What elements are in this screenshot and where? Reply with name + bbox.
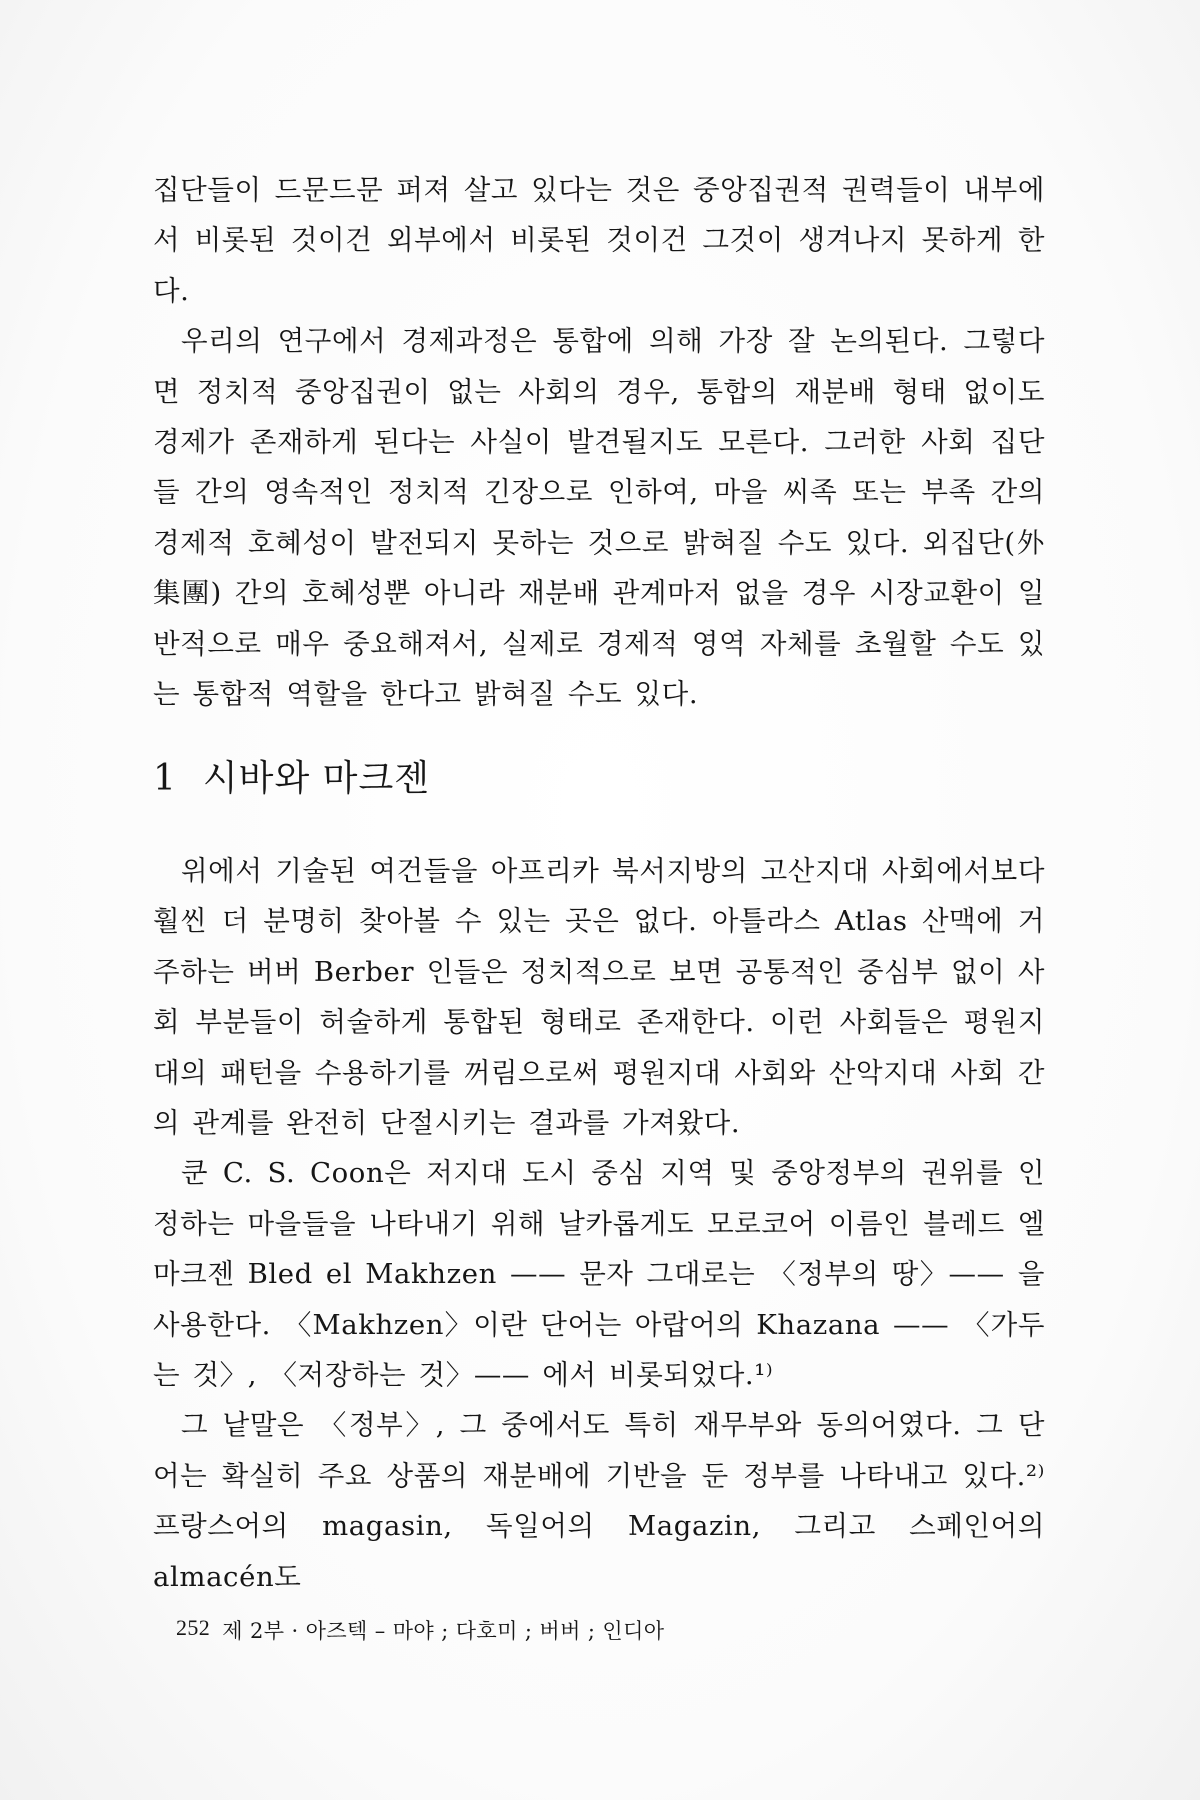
- section-title: 시바와 마크젠: [202, 758, 431, 799]
- running-head: 제 2부 · 아즈텍 – 마야 ; 다호미 ; 버버 ; 인디아: [222, 1619, 665, 1643]
- section-number: 1: [153, 758, 177, 799]
- paragraph: 위에서 기술된 여건들을 아프리카 북서지방의 고산지대 사회에서보다 훨씬 더 분명히 찾아볼 수 있는 곳은 없다. 아틀라스 Atlas 산맥에 거주하는 버버 Berber 인들은 정치적으로 보면 공통적인 중심부 없이 사회 부분들이 허술하게 통합된 형태로 존재한다. 이런 사회들은 평원지대의 패턴을 수용하기를 꺼림으로써 평원지대 사회와 산악지대 사회 간의 관계를 완전히 단절시키는 결과를 가져왔다.: [153, 855, 1045, 1140]
- paragraph: 우리의 연구에서 경제과정은 통합에 의해 가장 잘 논의된다. 그렇다면 정치적 중앙집권이 없는 사회의 경우, 통합의 재분배 형태 없이도 경제가 존재하게 된다는 사실이 발견될지도 모른다. 그러한 사회 집단들 간의 영속적인 정치적 긴장으로 인하여, 마을 씨족 또는 부족 간의 경제적 호혜성이 발전되지 못하는 것으로 밝혀질 수도 있다. 외집단(外集團) 간의 호혜성뿐 아니라 재분배 관계마저 없을 경우 시장교환이 일반적으로 매우 중요해져서, 실제로 경제적 영역 자체를 초월할 수도 있는 통합적 역할을 한다고 밝혀질 수도 있다.: [153, 325, 1045, 711]
- paragraph: 집단들이 드문드문 퍼져 살고 있다는 것은 중앙집권적 권력들이 내부에서 비롯된 것이건 외부에서 비롯된 것이건 그것이 생겨나지 못하게 한다.: [153, 174, 1045, 307]
- section-heading: [153, 750, 430, 801]
- text-block-bottom: [153, 846, 1045, 1602]
- page-number: 252: [176, 1615, 211, 1640]
- text-block-top: [153, 165, 1045, 719]
- page-footer: [176, 1615, 664, 1645]
- paragraph: 그 낱말은 〈정부〉, 그 중에서도 특히 재무부와 동의어였다. 그 단어는 확실히 주요 상품의 재분배에 기반을 둔 정부를 나타내고 있다.²⁾ 프랑스어의 magasin, 독일어의 Magazin, 그리고 스페인어의 almacén도: [153, 1409, 1045, 1593]
- paragraph: 쿤 C. S. Coon은 저지대 도시 중심 지역 및 중앙정부의 권위를 인정하는 마을들을 나타내기 위해 날카롭게도 모로코어 이름인 블레드 엘 마크젠 Bled el Makhzen —— 문자 그대로는 〈정부의 땅〉—— 을 사용한다. 〈Makhzen〉이란 단어는 아랍어의 Khazana —— 〈가두는 것〉, 〈저장하는 것〉—— 에서 비롯되었다.¹⁾: [153, 1157, 1045, 1392]
